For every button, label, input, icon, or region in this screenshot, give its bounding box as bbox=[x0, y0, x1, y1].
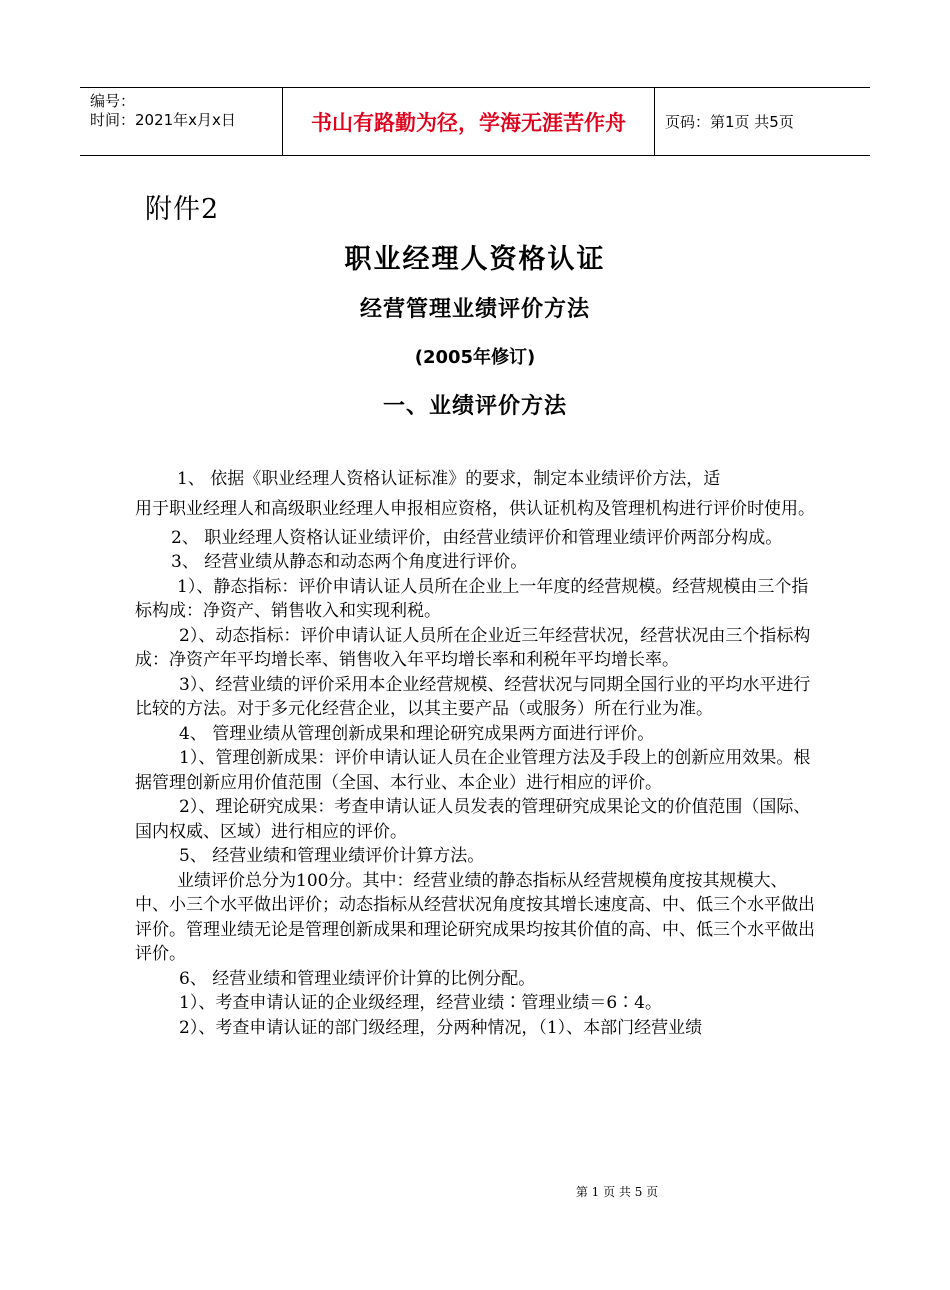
paragraph: 1）、管理创新成果：评价申请认证人员在企业管理方法及手段上的创新应用效果。根据管理创新应用价值范围（全国、本行业、本企业）进行相应的评价。 bbox=[135, 748, 811, 793]
paragraph-line: 用于职业经理人和高级职业经理人申报相应资格，供认证机构及管理机构进行评价时使用。 bbox=[135, 499, 815, 519]
page-subtitle: 经营管理业绩评价方法 bbox=[359, 297, 590, 322]
header-meta bbox=[80, 88, 282, 155]
document-header bbox=[80, 87, 870, 156]
header-page-info: 页码：第1页 共5页 bbox=[665, 113, 794, 131]
document-body bbox=[135, 463, 815, 1040]
page-title: 职业经理人资格认证 bbox=[344, 244, 606, 275]
paragraph: 2）、动态指标：评价申请认证人员所在企业近三年经营状况，经营状况由三个指标构成：净资产年平均增长率、销售收入年平均增长率和利税年平均增长率。 bbox=[135, 625, 811, 670]
document-time: 时间：2021年x月x日 bbox=[90, 111, 236, 129]
paragraph: 4、 管理业绩从管理创新成果和理论研究成果两方面进行评价。 bbox=[179, 723, 655, 744]
paragraph: 1）、静态指标：评价申请认证人员所在企业上一年度的经营规模。经营规模由三个指标构成：净资产、销售收入和实现利税。 bbox=[135, 576, 809, 621]
paragraph: 2）、理论研究成果：考查申请认证人员发表的管理研究成果论文的价值范围（国际、国内权威、区域）进行相应的评价。 bbox=[135, 797, 811, 842]
header-motto: 书山有路勤为径，学海无涯苦作舟 bbox=[282, 88, 655, 155]
paragraph: 2）、考查申请认证的部门级经理，分两种情况，（1）、本部门经营业绩 bbox=[179, 1017, 703, 1038]
section-heading: 一、业绩评价方法 bbox=[382, 394, 567, 419]
revision-note: (2005年修订) bbox=[414, 347, 536, 368]
paragraph: 2、 职业经理人资格认证业绩评价，由经营业绩评价和管理业绩评价两部分构成。 bbox=[171, 527, 783, 548]
paragraph: 5、 经营业绩和管理业绩评价计算方法。 bbox=[179, 846, 485, 866]
paragraph: 业绩评价总分为100分。其中：经营业绩的静态指标从经营规模角度按其规模大、中、小三个水平做出评价；动态指标从经营状况角度按其增长速度高、中、低三个水平做出评价。管理业绩无论是管理创新成果和理论研究成果均按其价值的高、中、低三个水平做出评价。 bbox=[135, 870, 815, 964]
paragraph bbox=[135, 463, 815, 522]
paragraph-line: 1、 依据《职业经理人资格认证标准》的要求，制定本业绩评价方法，适 bbox=[177, 469, 721, 489]
attachment-label: 附件2 bbox=[145, 194, 220, 225]
document-number: 编号： bbox=[90, 92, 136, 110]
paragraph: 6、 经营业绩和管理业绩评价计算的比例分配。 bbox=[179, 968, 536, 989]
paragraph: 1）、考查申请认证的企业级经理，经营业绩∶管理业绩＝6∶4。 bbox=[179, 993, 662, 1013]
paragraph: 3）、经营业绩的评价采用本企业经营规模、经营状况与同期全国行业的平均水平进行比较的方法。对于多元化经营企业，以其主要产品（或服务）所在行业为准。 bbox=[135, 674, 811, 719]
paragraph: 3、 经营业绩从静态和动态两个角度进行评价。 bbox=[171, 552, 528, 572]
page-footer: 第 1 页 共 5 页 bbox=[575, 1185, 659, 1199]
